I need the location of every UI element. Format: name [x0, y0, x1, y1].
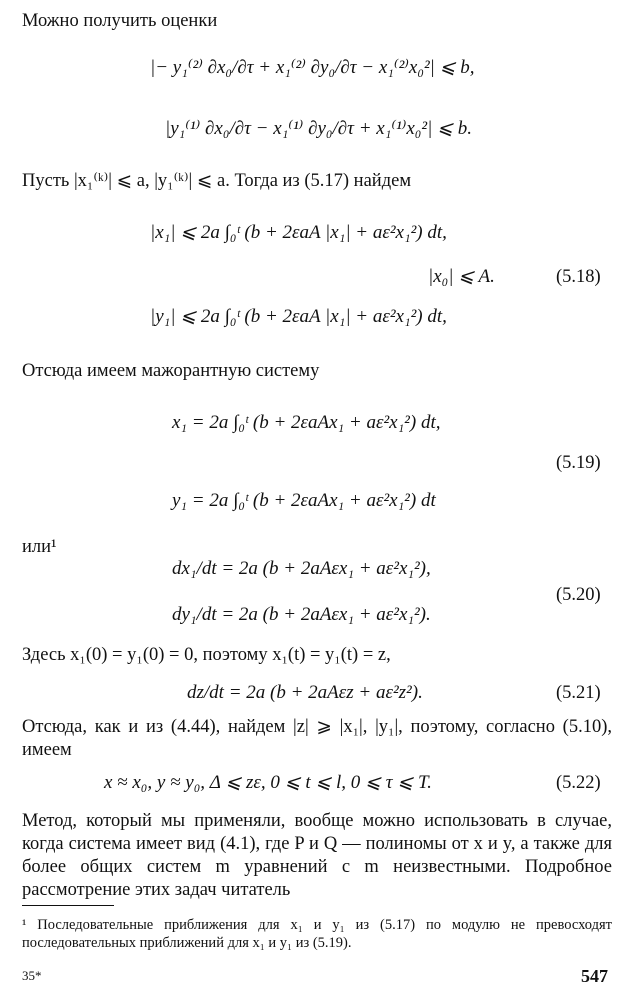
majorant-line: Отсюда имеем мажорантную систему [22, 361, 320, 381]
equation-number-5-18: (5.18) [556, 267, 601, 287]
equation-approximation: x ≈ x₀, y ≈ y₀, Δ ⩽ zε, 0 ⩽ t ⩽ l, 0 ⩽ τ ⩽ T. [104, 772, 432, 793]
footnote-rule [22, 905, 114, 906]
hence-paragraph: Отсюда, как и из (4.44), найдем |z| ⩾ |x₁|, |y₁|, поэтому, согласно (5.10), имеем [22, 717, 612, 760]
equation-dx1-dt: dx₁/dt = 2a (b + 2aAεx₁ + aε²x₁²), [172, 558, 431, 579]
signature-mark: 35* [22, 968, 42, 983]
here-line: Здесь x₁(0) = y₁(0) = 0, поэтому x₁(t) = y₁(t) = z, [22, 645, 391, 665]
footnote: ¹ Последовательные приближения для x₁ и y₁ из (5.17) по модулю не превосходят последовательных приближений для x₁ и y₁ из (5.19). [22, 917, 612, 951]
equation-bound-1: |− y₁⁽²⁾ ∂x₀/∂τ + x₁⁽²⁾ ∂y₀/∂τ − x₁⁽²⁾x₀²| ⩽ b, [150, 57, 475, 78]
equation-number-5-20: (5.20) [556, 585, 601, 605]
equation-y1-inequality: |y₁| ⩽ 2a ∫₀ᵗ (b + 2εaA |x₁| + aε²x₁²) dt, [150, 306, 447, 327]
equation-number-5-22: (5.22) [556, 773, 601, 793]
equation-y1-majorant: y₁ = 2a ∫₀ᵗ (b + 2εaAx₁ + aε²x₁²) dt [172, 490, 436, 511]
let-line: Пусть |x₁⁽ᵏ⁾| ⩽ a, |y₁⁽ᵏ⁾| ⩽ a. Тогда из (5.17) найдем [22, 171, 412, 191]
equation-bound-2: |y₁⁽¹⁾ ∂x₀/∂τ − x₁⁽¹⁾ ∂y₀/∂τ + x₁⁽¹⁾x₀²| ⩽ b. [165, 118, 472, 139]
equation-dy1-dt: dy₁/dt = 2a (b + 2aAεx₁ + aε²x₁²). [172, 604, 431, 625]
method-paragraph: Метод, который мы применяли, вообще можно использовать в случае, когда система имеет вид (4.1), где P и Q — полиномы от x и y, а также для более общих систем m уравнений с m неизвестными. Подробное рассмотрение этих задач читатель [22, 811, 612, 900]
equation-number-5-19: (5.19) [556, 453, 601, 473]
page-number: 547 [581, 966, 608, 986]
equation-number-5-21: (5.21) [556, 683, 601, 703]
equation-dz-dt: dz/dt = 2a (b + 2aAεz + aε²z²). [187, 682, 423, 703]
equation-x1-majorant: x₁ = 2a ∫₀ᵗ (b + 2εaAx₁ + aε²x₁²) dt, [172, 412, 441, 433]
intro-line: Можно получить оценки [22, 11, 218, 31]
equation-x1-inequality: |x₁| ⩽ 2a ∫₀ᵗ (b + 2εaA |x₁| + aε²x₁²) dt, [150, 222, 447, 243]
ili-line: или¹ [22, 537, 57, 557]
equation-x0-inequality: |x₀| ⩽ A. [428, 266, 495, 287]
